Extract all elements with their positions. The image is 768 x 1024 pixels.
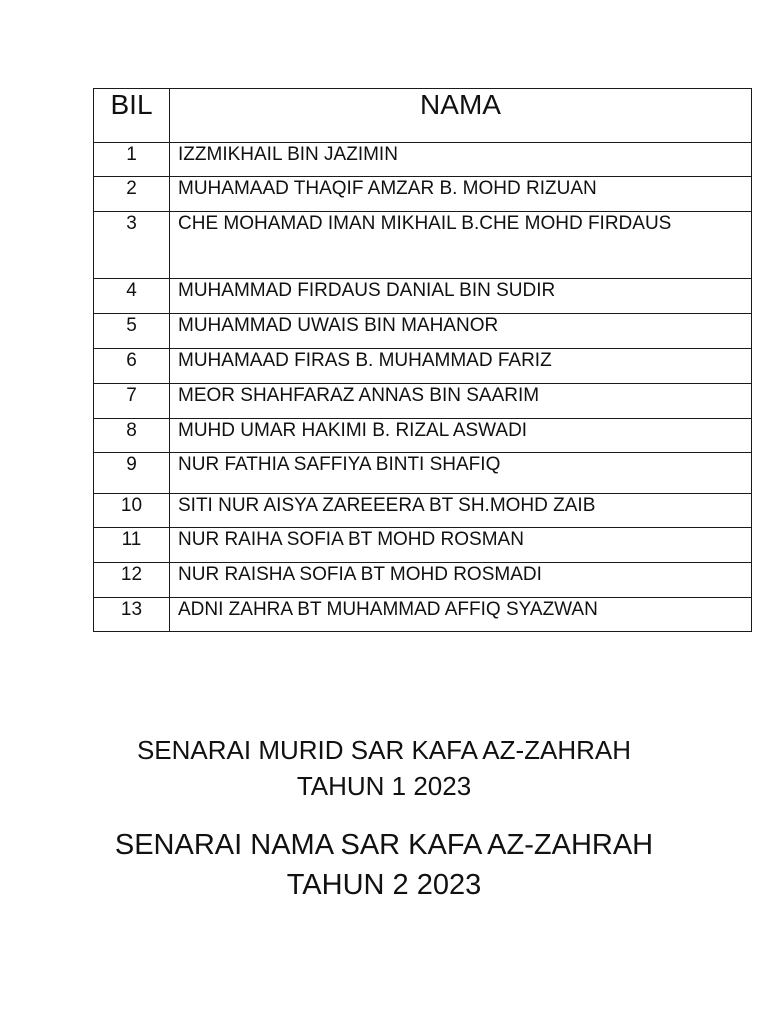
row-number: 8 (94, 419, 170, 453)
caption-subtitle: TAHUN 2 2023 (286, 869, 482, 901)
row-number: 9 (94, 453, 170, 494)
table-row (94, 349, 752, 384)
table-header-row (94, 89, 752, 143)
table-row (94, 453, 752, 494)
student-name: NUR RAIHA SOFIA BT MOHD ROSMAN (170, 528, 752, 563)
student-name: MEOR SHAHFARAZ ANNAS BIN SAARIM (170, 384, 752, 419)
caption-tahun-1 (0, 732, 768, 804)
student-name: SITI NUR AISYA ZAREEERA BT SH.MOHD ZAIB (170, 494, 752, 528)
caption-title: SENARAI NAMA SAR KAFA AZ-ZAHRAH (114, 829, 654, 861)
student-name: MUHAMAAD THAQIF AMZAR B. MOHD RIZUAN (170, 177, 752, 212)
row-number: 4 (94, 279, 170, 314)
row-number: 13 (94, 598, 170, 632)
column-header-bil: BIL (94, 89, 170, 143)
row-number: 6 (94, 349, 170, 384)
caption-title: SENARAI MURID SAR KAFA AZ-ZAHRAH (136, 735, 632, 765)
table-row (94, 314, 752, 349)
student-name: MUHAMMAD UWAIS BIN MAHANOR (170, 314, 752, 349)
row-number: 7 (94, 384, 170, 419)
row-number: 3 (94, 212, 170, 279)
table-row (94, 494, 752, 528)
student-table (93, 88, 752, 632)
student-name: NUR FATHIA SAFFIYA BINTI SHAFIQ (170, 453, 752, 494)
student-name: MUHAMMAD FIRDAUS DANIAL BIN SUDIR (170, 279, 752, 314)
student-name: IZZMIKHAIL BIN JAZIMIN (170, 143, 752, 177)
table-row (94, 384, 752, 419)
table-row (94, 563, 752, 598)
table-row (94, 528, 752, 563)
row-number: 5 (94, 314, 170, 349)
caption-subtitle: TAHUN 1 2023 (296, 771, 472, 801)
student-name: MUHAMAAD FIRAS B. MUHAMMAD FARIZ (170, 349, 752, 384)
table-row (94, 598, 752, 632)
student-name: MUHD UMAR HAKIMI B. RIZAL ASWADI (170, 419, 752, 453)
table-row (94, 279, 752, 314)
table-row (94, 177, 752, 212)
row-number: 1 (94, 143, 170, 177)
row-number: 11 (94, 528, 170, 563)
row-number: 2 (94, 177, 170, 212)
row-number: 10 (94, 494, 170, 528)
student-name: NUR RAISHA SOFIA BT MOHD ROSMADI (170, 563, 752, 598)
student-name: CHE MOHAMAD IMAN MIKHAIL B.CHE MOHD FIRDAUS (170, 212, 752, 279)
column-header-nama: NAMA (170, 89, 752, 143)
table-row (94, 143, 752, 177)
table-row (94, 419, 752, 453)
caption-tahun-2 (0, 825, 768, 905)
row-number: 12 (94, 563, 170, 598)
student-name: ADNI ZAHRA BT MUHAMMAD AFFIQ SYAZWAN (170, 598, 752, 632)
table-row (94, 212, 752, 279)
